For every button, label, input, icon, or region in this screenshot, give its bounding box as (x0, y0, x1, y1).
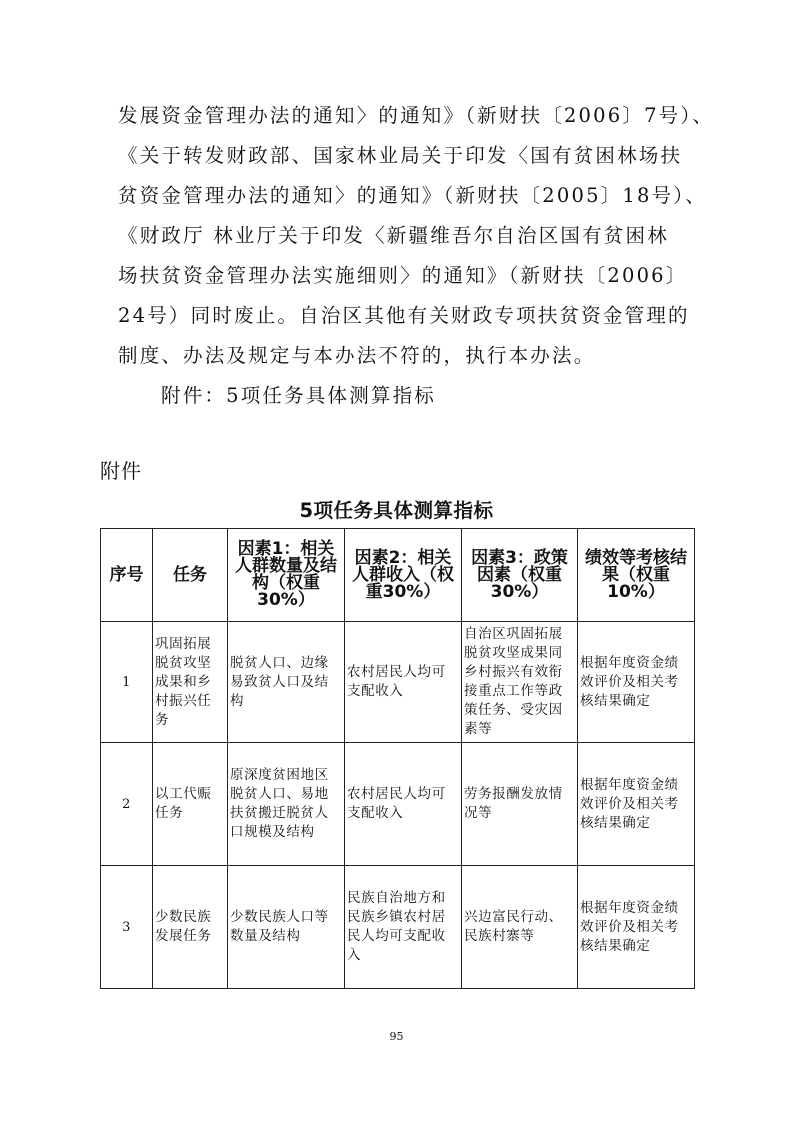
cell-factor1: 脱贫人口、边缘易致贫人口及结构 (228, 622, 345, 743)
cell-factor3: 劳务报酬发放情况等 (462, 743, 578, 866)
attachment-reference: 附件：5项任务具体测算指标 (161, 384, 437, 407)
attachment-label: 附件 (100, 459, 142, 483)
table-title: 5项任务具体测算指标 (299, 499, 494, 522)
header-factor2: 因素2：相关人群收入（权重30%） (345, 529, 462, 622)
body-line: 24号）同时废止。自治区其他有关财政专项扶贫资金管理的 (118, 304, 690, 327)
cell-factor3: 自治区巩固拓展脱贫攻坚成果同乡村振兴有效衔接重点工作等政策任务、受灾因素等 (462, 622, 578, 743)
body-line: 《关于转发财政部、国家林业局关于印发〈国有贫困林场扶 (118, 144, 683, 167)
header-task: 任务 (153, 529, 228, 622)
cell-factor1: 少数民族人口等数量及结构 (228, 866, 345, 989)
table-row (101, 743, 695, 866)
cell-performance: 根据年度资金绩效评价及相关考核结果确定 (578, 743, 695, 866)
cell-no: 2 (101, 743, 153, 866)
cell-no: 3 (101, 866, 153, 989)
body-paragraph (118, 96, 715, 416)
cell-factor2: 农村居民人均可支配收入 (345, 743, 462, 866)
body-line: 发展资金管理办法的通知〉的通知》（新财扶〔2006〕7号）、 (118, 104, 715, 127)
table-row (101, 622, 695, 743)
cell-factor3: 兴边富民行动、民族村寨等 (462, 866, 578, 989)
body-line: 场扶贫资金管理办法实施细则〉的通知》（新财扶〔2006〕 (118, 264, 688, 287)
cell-performance: 根据年度资金绩效评价及相关考核结果确定 (578, 866, 695, 989)
cell-performance: 根据年度资金绩效评价及相关考核结果确定 (578, 622, 695, 743)
body-line: 《财政厅 林业厅关于印发〈新疆维吾尔自治区国有贫困林 (118, 224, 669, 247)
cell-factor1: 原深度贫困地区脱贫人口、易地扶贫搬迁脱贫人口规模及结构 (228, 743, 345, 866)
body-line: 贫资金管理办法的通知〉的通知》（新财扶〔2005〕18号）、 (118, 184, 707, 207)
cell-task: 少数民族发展任务 (153, 866, 228, 989)
header-no: 序号 (101, 529, 153, 622)
body-line: 制度、办法及规定与本办法不符的，执行本办法。 (118, 344, 596, 367)
cell-task: 巩固拓展脱贫攻坚成果和乡村振兴任务 (153, 622, 228, 743)
header-factor1: 因素1：相关人群数量及结构（权重30%） (228, 529, 345, 622)
header-performance: 绩效等考核结果（权重10%） (578, 529, 695, 622)
header-factor3: 因素3：政策因素（权重30%） (462, 529, 578, 622)
cell-factor2: 民族自治地方和民族乡镇农村居民人均可支配收入 (345, 866, 462, 989)
cell-no: 1 (101, 622, 153, 743)
metrics-table (100, 528, 695, 989)
table-header-row (101, 529, 695, 622)
table-row (101, 866, 695, 989)
cell-factor2: 农村居民人均可支配收入 (345, 622, 462, 743)
cell-task: 以工代赈任务 (153, 743, 228, 866)
page-number: 95 (389, 1030, 404, 1043)
